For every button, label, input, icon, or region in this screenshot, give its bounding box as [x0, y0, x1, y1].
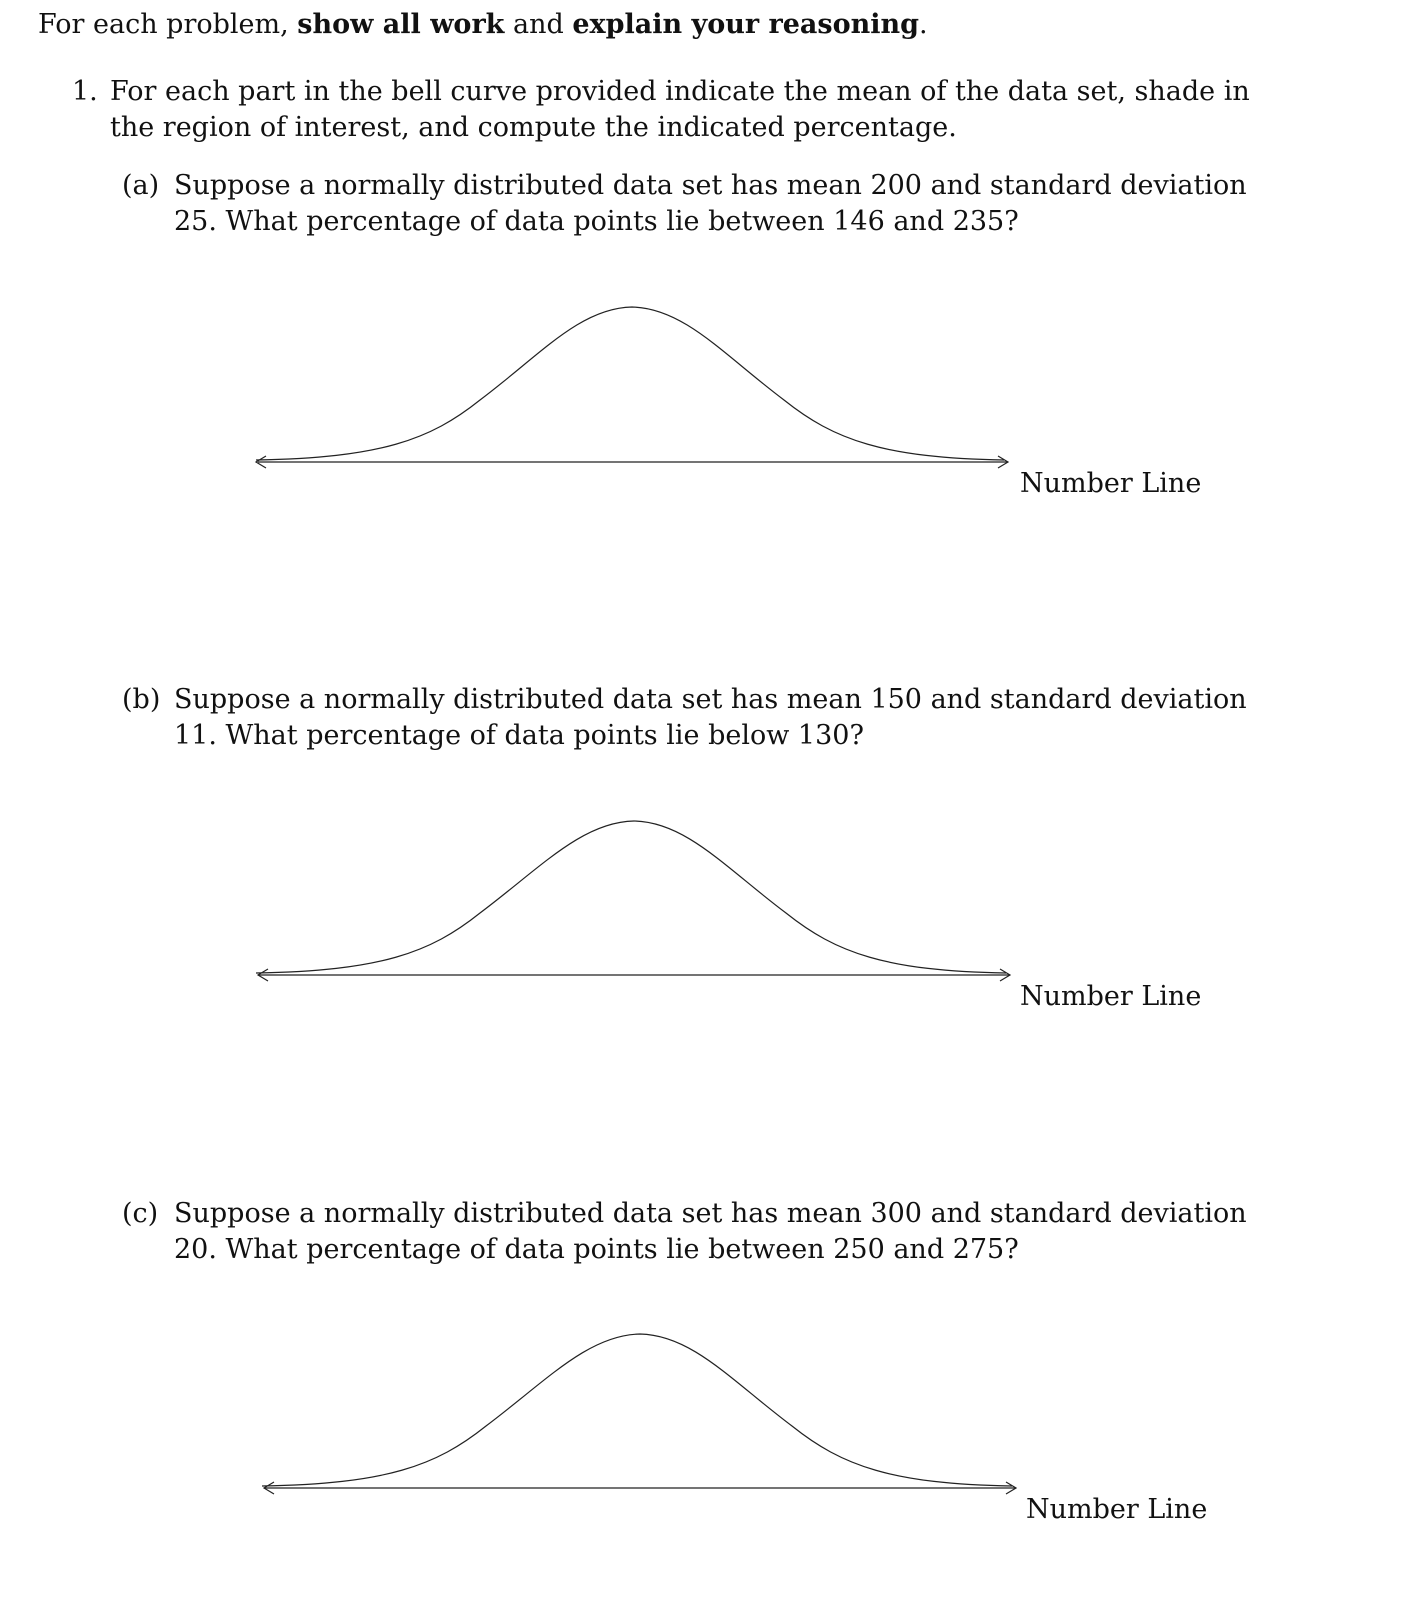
number-line-c-right-arrow	[1006, 1482, 1016, 1494]
instructions	[38, 8, 928, 42]
bell-curve-a-curve	[256, 307, 1004, 460]
bell-curve-c-curve	[262, 1334, 1012, 1486]
number-line-b-left-arrow	[258, 969, 268, 981]
part-c-question: Suppose a normally distributed data set has mean 300 and standard deviation 20. What percentage of data points lie between 250 and 275?	[174, 1198, 1247, 1265]
bell-curve-b-curve	[256, 821, 1006, 973]
number-line-b-right-arrow	[1000, 969, 1010, 981]
part-c-label: (c)	[122, 1198, 159, 1229]
number-line-a-right-arrow	[998, 456, 1008, 468]
part-b-question: Suppose a normally distributed data set has mean 150 and standard deviation 11. What percentage of data points lie below 130?	[174, 684, 1247, 751]
instructions-bold-reasoning: explain your reasoning	[572, 9, 919, 40]
number-line-c-label: Number Line	[1026, 1494, 1208, 1525]
instructions-bold-work: show all work	[297, 9, 505, 40]
number-line-a-label: Number Line	[1020, 468, 1202, 499]
number-line-c-left-arrow	[264, 1482, 274, 1494]
problem-number: 1.	[72, 76, 98, 107]
number-line-b-label: Number Line	[1020, 981, 1202, 1012]
bell-curve-a-drawing	[256, 307, 1008, 468]
instructions-end: .	[919, 9, 928, 40]
part-b-label: (b)	[122, 684, 161, 715]
number-line-a-left-arrow	[256, 456, 266, 468]
part-a-label: (a)	[122, 170, 160, 201]
part-a-question: Suppose a normally distributed data set has mean 200 and standard deviation 25. What percentage of data points lie between 146 and 235?	[174, 170, 1247, 237]
problem-text: For each part in the bell curve provided indicate the mean of the data set, shade in the region of interest, and compute the indicated percentage.	[110, 76, 1250, 143]
bell-curve-b-drawing	[256, 821, 1010, 981]
bell-curve-c-drawing	[262, 1334, 1016, 1494]
instructions-mid: and	[512, 9, 564, 40]
instructions-lead: For each problem,	[38, 9, 289, 40]
